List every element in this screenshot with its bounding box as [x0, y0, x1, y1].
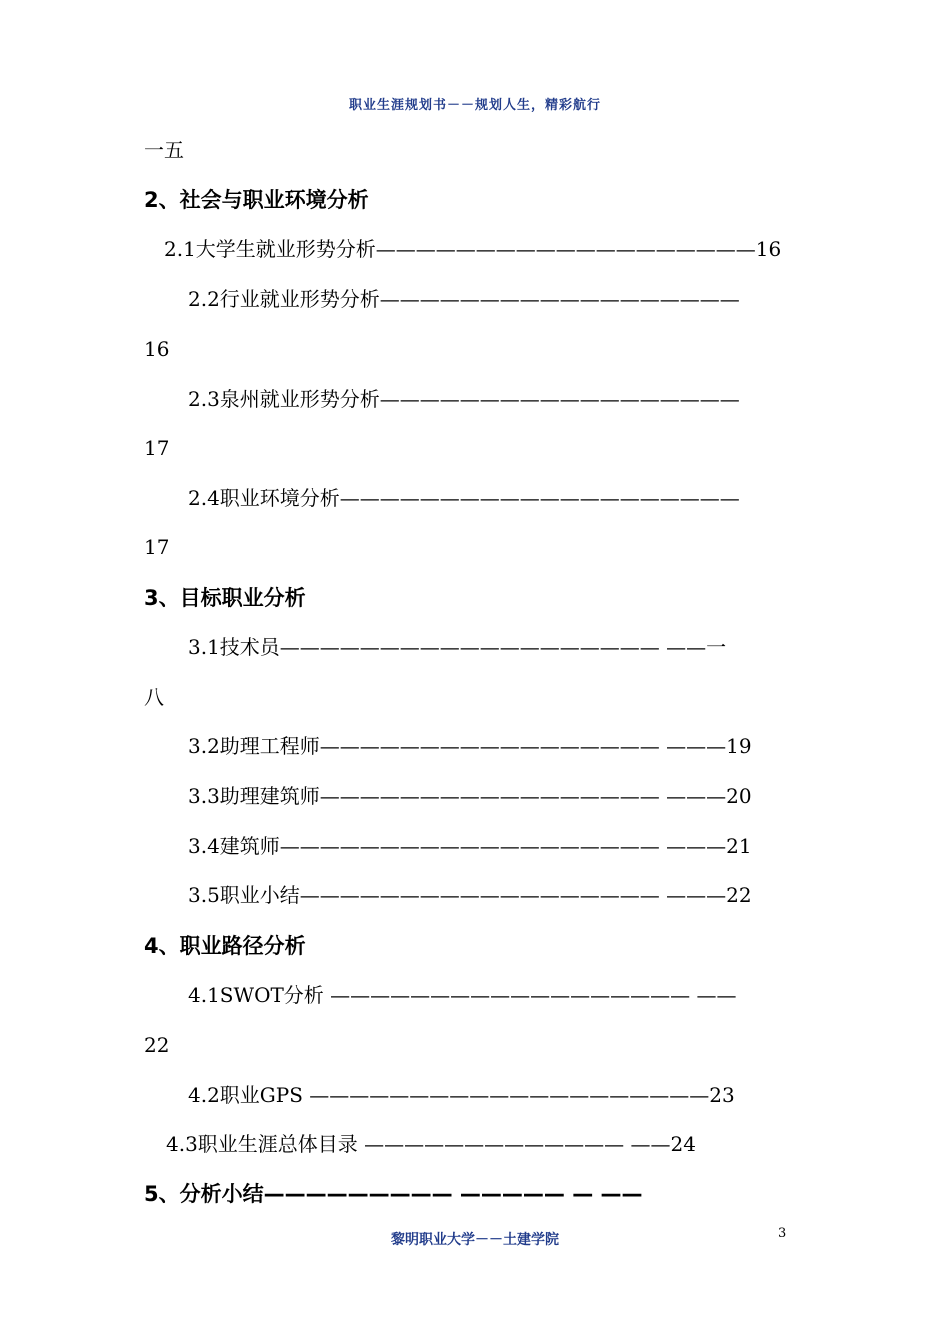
toc-entry-2-1[interactable]: 2.1大学生就业形势分析———————————————————16 [164, 237, 782, 261]
toc-continuation: 一五 [144, 138, 184, 162]
toc-entry-3-4[interactable]: 3.4建筑师——————————————————— ———21 [188, 834, 752, 858]
toc-entry-2-3[interactable]: 2.3泉州就业形势分析—————————————————— [188, 387, 740, 411]
toc-entry-4-1-page: 22 [144, 1033, 170, 1057]
toc-section-4-title[interactable]: 4、职业路径分析 [144, 934, 306, 958]
toc-entry-3-1-page: 八 [144, 685, 164, 709]
toc-section-5-title[interactable]: 5、分析小结————————— ————— — —— [144, 1182, 643, 1206]
toc-entry-4-1[interactable]: 4.1SWOT分析 —————————————————— —— [188, 983, 737, 1007]
page-header: 职业生涯规划书－－规划人生，精彩航行 [348, 98, 601, 113]
toc-entry-3-1[interactable]: 3.1技术员——————————————————— ——一 [188, 635, 727, 659]
toc-entry-2-3-page: 17 [144, 436, 170, 460]
toc-entry-3-5[interactable]: 3.5职业小结—————————————————— ———22 [188, 883, 752, 907]
page-footer: 黎明职业大学－－土建学院 [391, 1232, 559, 1248]
toc-section-2-title[interactable]: 2、社会与职业环境分析 [144, 188, 369, 212]
page-number: 3 [778, 1226, 787, 1241]
toc-entry-2-4[interactable]: 2.4职业环境分析———————————————————— [188, 486, 740, 510]
toc-entry-3-3[interactable]: 3.3助理建筑师————————————————— ———20 [188, 784, 752, 808]
toc-entry-4-2[interactable]: 4.2职业GPS ————————————————————23 [188, 1083, 735, 1107]
toc-section-3-title[interactable]: 3、目标职业分析 [144, 586, 306, 610]
toc-entry-2-2[interactable]: 2.2行业就业形势分析—————————————————— [188, 287, 740, 311]
toc-entry-4-3[interactable]: 4.3职业生涯总体目录 ————————————— ——24 [166, 1132, 696, 1156]
toc-entry-2-2-page: 16 [144, 337, 170, 361]
toc-entry-2-4-page: 17 [144, 535, 170, 559]
toc-entry-3-2[interactable]: 3.2助理工程师————————————————— ———19 [188, 734, 752, 758]
